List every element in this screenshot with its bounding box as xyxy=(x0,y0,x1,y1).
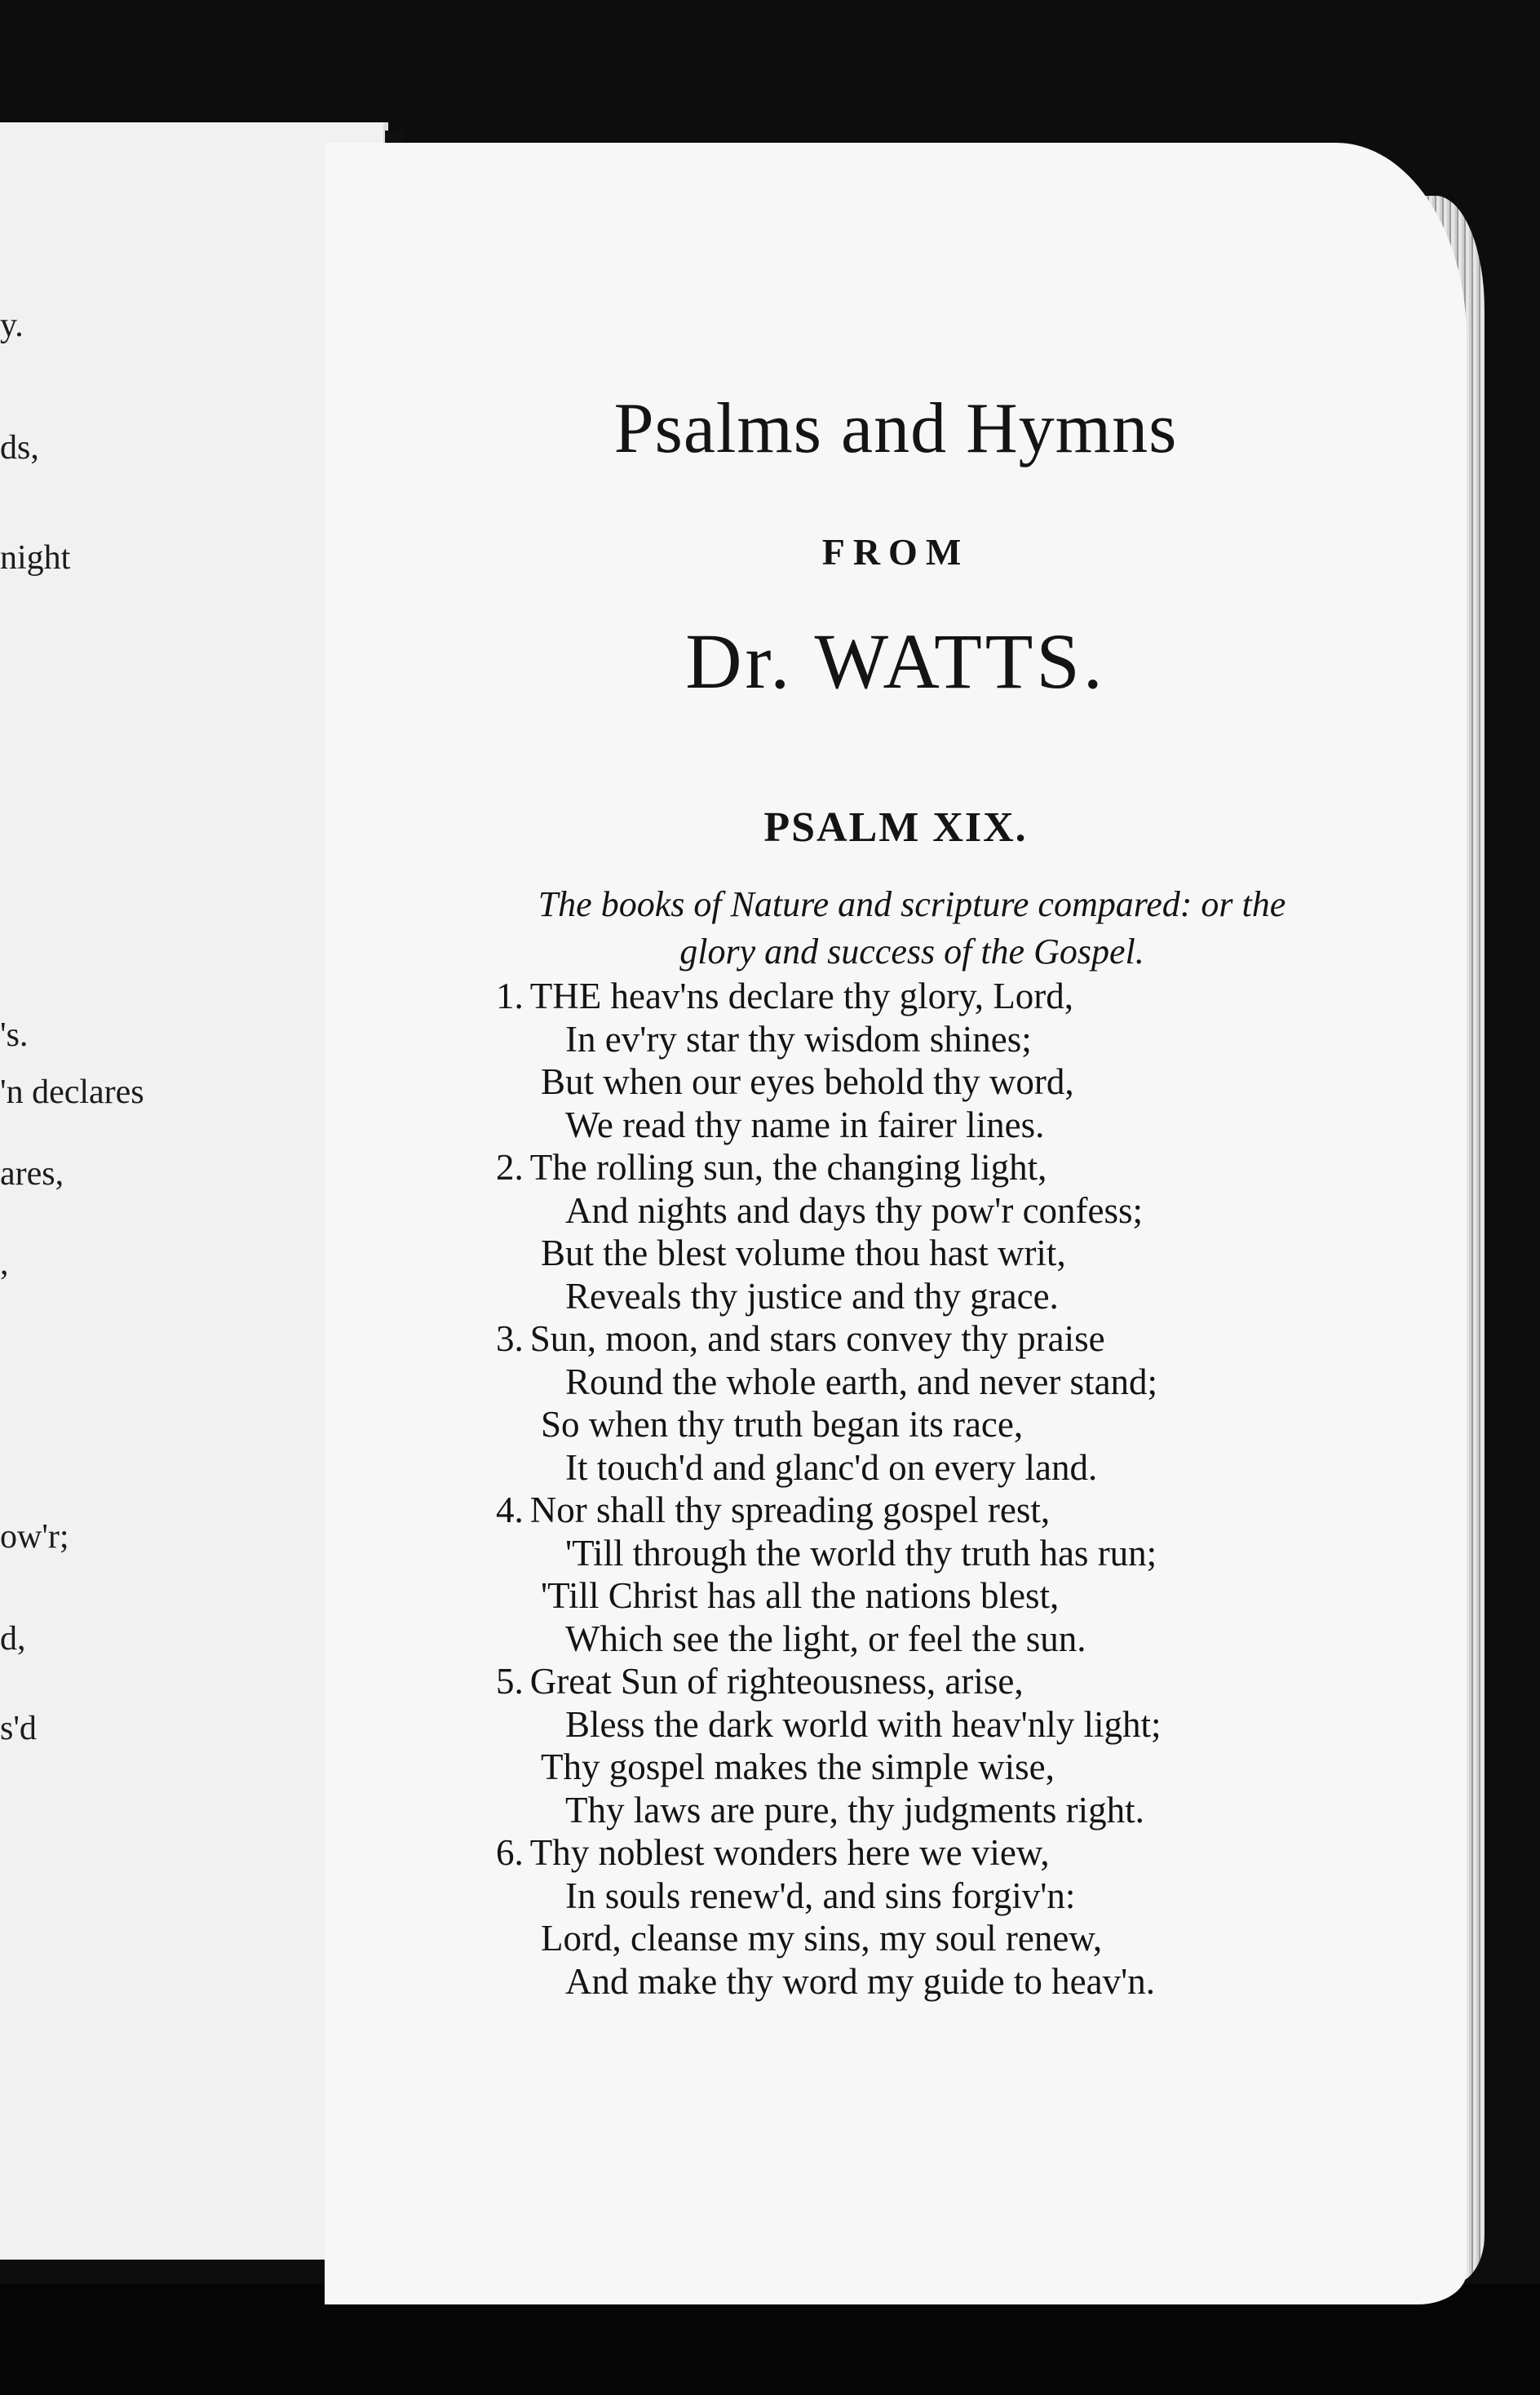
left-page-fragment: night xyxy=(0,539,71,577)
verse-text: So when thy truth began its race, xyxy=(541,1404,1024,1445)
verse-line xyxy=(541,1746,1055,1788)
verse-line xyxy=(541,1917,1102,1959)
verse-line xyxy=(565,1189,1143,1232)
verse-line-numbered xyxy=(496,1660,1024,1702)
right-page xyxy=(325,143,1467,2304)
verse-number: 1. xyxy=(496,976,524,1016)
verse-line xyxy=(565,1789,1144,1831)
verse-line-numbered xyxy=(496,1317,1105,1360)
verse-text: The rolling sun, the changing light, xyxy=(529,1147,1047,1188)
verse-line-numbered xyxy=(496,1146,1047,1189)
verse-text: 'Till Christ has all the nations blest, xyxy=(541,1575,1060,1616)
verse-line xyxy=(565,1875,1075,1917)
verse-text: Round the whole earth, and never stand; xyxy=(565,1361,1158,1402)
left-page-fragment: y. xyxy=(0,307,24,344)
verse-number: 3. xyxy=(496,1318,524,1359)
verse-text: Thy laws are pure, thy judgments right. xyxy=(565,1789,1144,1831)
left-page-fragment: ow'r; xyxy=(0,1518,69,1556)
verse-line xyxy=(565,1104,1044,1146)
verse-line xyxy=(565,1018,1032,1060)
verse-text: Bless the dark world with heav'nly light; xyxy=(565,1703,1162,1745)
verse-number: 2. xyxy=(496,1147,524,1188)
subtitle-line: The books of Nature and scripture compared: or the xyxy=(538,884,1286,924)
verse-text: It touch'd and glanc'd on every land. xyxy=(565,1446,1098,1488)
verse-line xyxy=(541,1403,1023,1445)
verse-line xyxy=(565,1618,1086,1660)
left-page-fragment: d, xyxy=(0,1620,26,1658)
author-name: Dr. WATTS. xyxy=(685,618,1106,705)
verse-line xyxy=(541,1574,1059,1617)
left-page-fragment: 'n declares xyxy=(0,1074,144,1111)
verse-line xyxy=(541,1060,1074,1103)
page-title: Psalms and Hymns xyxy=(613,389,1178,468)
verse-number: 4. xyxy=(496,1490,524,1530)
verse-text: 'Till through the world thy truth has run; xyxy=(565,1532,1157,1574)
left-page-fragment: 's. xyxy=(0,1016,29,1054)
verse-text: But when our eyes behold thy word, xyxy=(541,1061,1074,1102)
verse-text: In ev'ry star thy wisdom shines; xyxy=(565,1018,1032,1060)
verse-line xyxy=(565,1532,1157,1574)
verse-text: THE heav'ns declare thy glory, Lord, xyxy=(529,976,1073,1016)
verse-text: We read thy name in fairer lines. xyxy=(565,1104,1045,1145)
verse-line-numbered xyxy=(496,1489,1050,1531)
verse-text: Great Sun of righteousness, arise, xyxy=(529,1661,1024,1702)
verse-line xyxy=(541,1232,1066,1274)
verse-text: In souls renew'd, and sins forgiv'n: xyxy=(565,1875,1076,1916)
left-page-fragment: s'd xyxy=(0,1710,37,1747)
title-from: FROM xyxy=(821,531,970,573)
verse-text: Reveals thy justice and thy grace. xyxy=(565,1275,1059,1317)
verse-line-numbered xyxy=(496,975,1073,1017)
verse-text: Sun, moon, and stars convey thy praise xyxy=(529,1318,1105,1359)
verse-number: 6. xyxy=(496,1832,524,1873)
verse-number: 5. xyxy=(496,1661,524,1702)
left-page-fragment: ares, xyxy=(0,1155,64,1193)
verse-line-numbered xyxy=(496,1831,1050,1874)
verse-text: And make thy word my guide to heav'n. xyxy=(565,1960,1155,2002)
left-page-fragment: , xyxy=(0,1245,9,1282)
verse-text: Lord, cleanse my sins, my soul renew, xyxy=(541,1918,1103,1959)
psalm-heading: PSALM XIX. xyxy=(763,804,1028,851)
verse-line xyxy=(565,1446,1097,1489)
verse-line xyxy=(565,1275,1059,1317)
verse-text: But the blest volume thou hast writ, xyxy=(541,1233,1066,1273)
psalm-subtitle xyxy=(423,881,1401,976)
subtitle-line: glory and success of the Gospel. xyxy=(679,932,1144,972)
verse-text: Thy gospel makes the simple wise, xyxy=(541,1746,1055,1787)
verse-line xyxy=(565,1361,1157,1403)
verse-text: Thy noblest wonders here we view, xyxy=(529,1832,1050,1873)
verse-text: And nights and days thy pow'r confess; xyxy=(565,1189,1144,1231)
verse-text: Which see the light, or feel the sun. xyxy=(565,1618,1086,1659)
left-page-fragment: ds, xyxy=(0,429,39,467)
verse-line xyxy=(565,1960,1155,2003)
verse-text: Nor shall thy spreading gospel rest, xyxy=(529,1490,1051,1530)
verse-line xyxy=(565,1703,1162,1746)
